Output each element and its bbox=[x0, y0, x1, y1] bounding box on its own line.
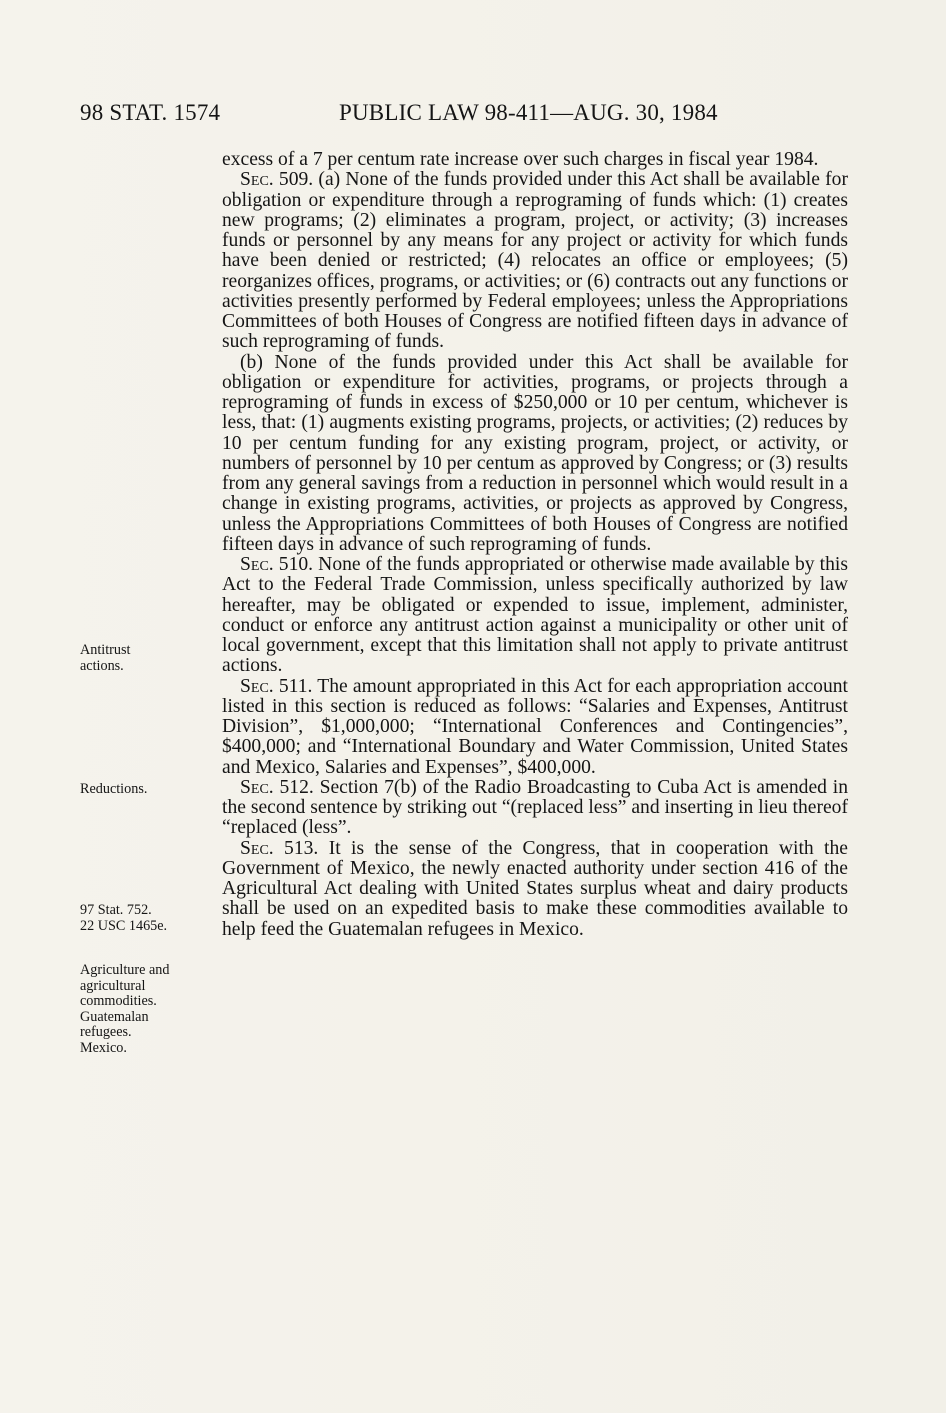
section-513 bbox=[222, 839, 848, 940]
margin-note-line: Reductions. bbox=[80, 781, 148, 797]
margin-note-line: 97 Stat. 752. bbox=[80, 902, 152, 918]
section-509a bbox=[222, 170, 848, 352]
sec-label: Sec. bbox=[240, 837, 274, 859]
page-header bbox=[80, 100, 800, 134]
statute-citation: 98 STAT. 1574 bbox=[80, 100, 221, 125]
margin-note-line: agricultural bbox=[80, 977, 146, 994]
section-509b: (b) None of the funds provided under this Act shall be available for obligation or expenditure for activities, programs, or projects through a reprograming of funds in excess of $250,000 or 10 per centum, whichever is less, that: (1) augments existing programs, projects, or activities; (2) reduces by 10 per centum funding for any existing program, project, or activity, or numbers of personnel by 10 per centum as approved by Congress; or (3) results from any general savings from a reduction in personnel which would result in a change in existing programs, activities, or projects as approved by Congress, unless the Appropriations Committees of both Houses of Congress are notified fifteen days in advance of such reprograming of funds. bbox=[222, 351, 848, 555]
margin-note-line: Guatemalan bbox=[80, 1008, 149, 1025]
paragraph-continuation: excess of a 7 per centum rate increase over such charges in fiscal year 1984. bbox=[222, 149, 819, 170]
margin-note-line: refugees. bbox=[80, 1024, 132, 1040]
section-510-text: 510. None of the funds appropriated or otherwise made available by this Act to the Federal Trade Commission, unless specifically authorized by law hereafter, may be obligated or expended to issue, implement, administer, conduct or enforce any antitrust action against a municipality or other unit of local government, except that this limitation shall not apply to private antitrust actions. bbox=[222, 554, 848, 677]
section-512-text: 512. Section 7(b) of the Radio Broadcasting to Cuba Act is amended in the second sentence by striking out “(replaced less” and inserting in lieu thereof “replaced (less”. bbox=[222, 776, 848, 839]
margin-note-line: Antitrust bbox=[80, 642, 131, 658]
sec-label: Sec. bbox=[240, 169, 274, 191]
margin-note-stat bbox=[80, 903, 208, 934]
margin-note-agriculture bbox=[80, 963, 208, 1056]
sec-label: Sec. bbox=[240, 776, 274, 798]
section-511-text: 511. The amount appropriated in this Act for each appropriation account listed in this section is reduced as follows: “Salaries and Expenses, Antitrust Division”, $1,000,000; “International Conferences and Contingencies”, $400,000; and “International Boundary and Water Commission, United States and Mexico, Salaries and Expenses”, $400,000. bbox=[222, 675, 848, 778]
section-512 bbox=[222, 778, 848, 839]
sec-label: Sec. bbox=[240, 675, 274, 697]
margin-note-line: actions. bbox=[80, 657, 124, 674]
section-510 bbox=[222, 555, 848, 677]
section-513-text: 513. It is the sense of the Congress, that in cooperation with the Government of Mexico, the newly enacted authority under section 416 of the Agricultural Act dealing with United States surplus wheat and dairy products shall be used on an expedited basis to make these commodities available to help feed the Guatemalan refugees in Mexico. bbox=[222, 837, 848, 940]
sec-label: Sec. bbox=[240, 554, 274, 575]
section-509a-text: 509. (a) None of the funds provided under this Act shall be available for obligation or expenditure through a reprograming of funds which: (1) creates new programs; (2) eliminates a program, project, or activity; (3) increases funds or personnel by any means for any project or activity for which funds have been denied or restricted; (4) relocates an office or employees; (5) reorganizes offices, programs, or activities; or (6) contracts out any functions or activities presently performed by Federal employees; unless the Appropriations Committees of both Houses of Congress are notified fifteen days in advance of such reprograming of funds. bbox=[222, 169, 848, 353]
main-text bbox=[222, 150, 848, 940]
public-law-title: PUBLIC LAW 98-411—AUG. 30, 1984 bbox=[339, 100, 718, 125]
margin-note-reductions bbox=[80, 782, 208, 798]
margin-note-line: 22 USC 1465e. bbox=[80, 917, 168, 934]
margin-note-antitrust bbox=[80, 643, 208, 674]
margin-note-line: Agriculture and bbox=[80, 962, 170, 978]
margin-note-line: Mexico. bbox=[80, 1039, 127, 1056]
section-511 bbox=[222, 677, 848, 778]
margin-note-line: commodities. bbox=[80, 993, 157, 1009]
